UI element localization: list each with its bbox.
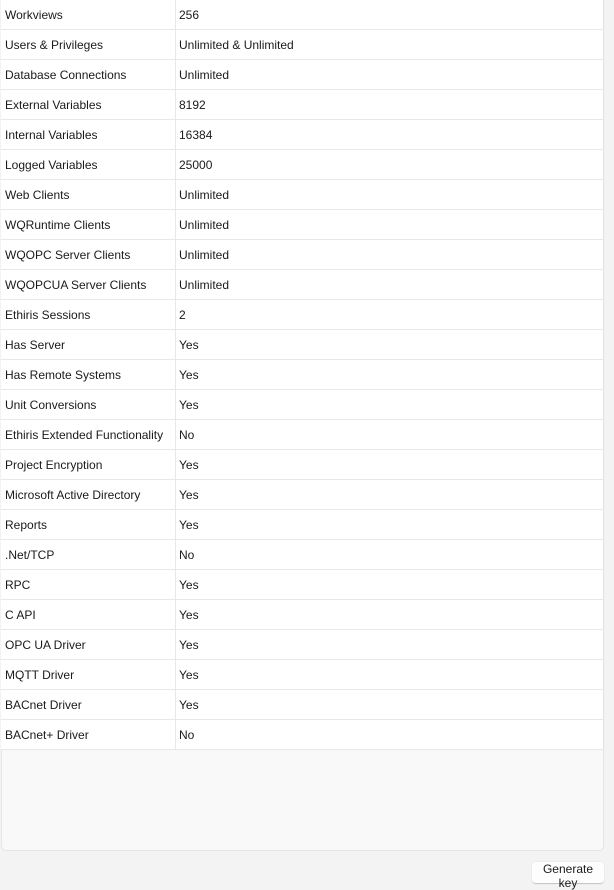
feature-name: Unit Conversions [1,390,176,420]
table-row[interactable] [1,300,604,330]
feature-value: No [176,420,604,450]
table-row[interactable] [1,120,604,150]
table-row[interactable] [1,360,604,390]
table-row[interactable] [1,30,604,60]
feature-value: 2 [176,300,604,330]
feature-name: RPC [1,570,176,600]
feature-value: Unlimited [176,60,604,90]
feature-name: Ethiris Sessions [1,300,176,330]
table-row[interactable] [1,150,604,180]
feature-name: Project Encryption [1,450,176,480]
feature-value: 16384 [176,120,604,150]
feature-value: Yes [176,630,604,660]
table-row[interactable] [1,180,604,210]
feature-name: WQRuntime Clients [1,210,176,240]
table-row[interactable] [1,660,604,690]
feature-value: Unlimited [176,270,604,300]
feature-name: Has Server [1,330,176,360]
feature-value: 8192 [176,90,604,120]
table-row[interactable] [1,630,604,660]
table-row[interactable] [1,330,604,360]
table-row[interactable] [1,240,604,270]
feature-name: WQOPC Server Clients [1,240,176,270]
feature-value: Yes [176,570,604,600]
license-table [1,0,604,750]
feature-value: Unlimited [176,210,604,240]
feature-value: Yes [176,330,604,360]
table-row[interactable] [1,90,604,120]
feature-name: C API [1,600,176,630]
feature-value: No [176,540,604,570]
feature-name: Internal Variables [1,120,176,150]
table-row[interactable] [1,510,604,540]
feature-name: Logged Variables [1,150,176,180]
table-row[interactable] [1,420,604,450]
feature-value: Unlimited [176,240,604,270]
feature-name: Workviews [1,0,176,30]
feature-value: Yes [176,390,604,420]
feature-value: No [176,720,604,750]
table-row[interactable] [1,390,604,420]
feature-value: Yes [176,360,604,390]
feature-value: 256 [176,0,604,30]
feature-name: Reports [1,510,176,540]
feature-name: BACnet+ Driver [1,720,176,750]
feature-name: OPC UA Driver [1,630,176,660]
table-row[interactable] [1,450,604,480]
feature-value: Yes [176,510,604,540]
table-row[interactable] [1,570,604,600]
feature-value: Unlimited & Unlimited [176,30,604,60]
feature-name: .Net/TCP [1,540,176,570]
table-row[interactable] [1,0,604,30]
feature-name: Database Connections [1,60,176,90]
generate-key-button[interactable]: Generate key [532,862,604,884]
feature-name: WQOPCUA Server Clients [1,270,176,300]
feature-value: Yes [176,480,604,510]
feature-name: Has Remote Systems [1,360,176,390]
table-row[interactable] [1,480,604,510]
feature-name: Web Clients [1,180,176,210]
table-row[interactable] [1,210,604,240]
table-row[interactable] [1,720,604,750]
table-row[interactable] [1,540,604,570]
feature-value: Unlimited [176,180,604,210]
feature-value: 25000 [176,150,604,180]
feature-name: Microsoft Active Directory [1,480,176,510]
table-row[interactable] [1,270,604,300]
table-row[interactable] [1,600,604,630]
feature-value: Yes [176,450,604,480]
feature-name: BACnet Driver [1,690,176,720]
feature-name: MQTT Driver [1,660,176,690]
feature-name: External Variables [1,90,176,120]
table-row[interactable] [1,690,604,720]
feature-value: Yes [176,600,604,630]
feature-name: Ethiris Extended Functionality [1,420,176,450]
table-row[interactable] [1,60,604,90]
feature-value: Yes [176,690,604,720]
feature-value: Yes [176,660,604,690]
feature-name: Users & Privileges [1,30,176,60]
